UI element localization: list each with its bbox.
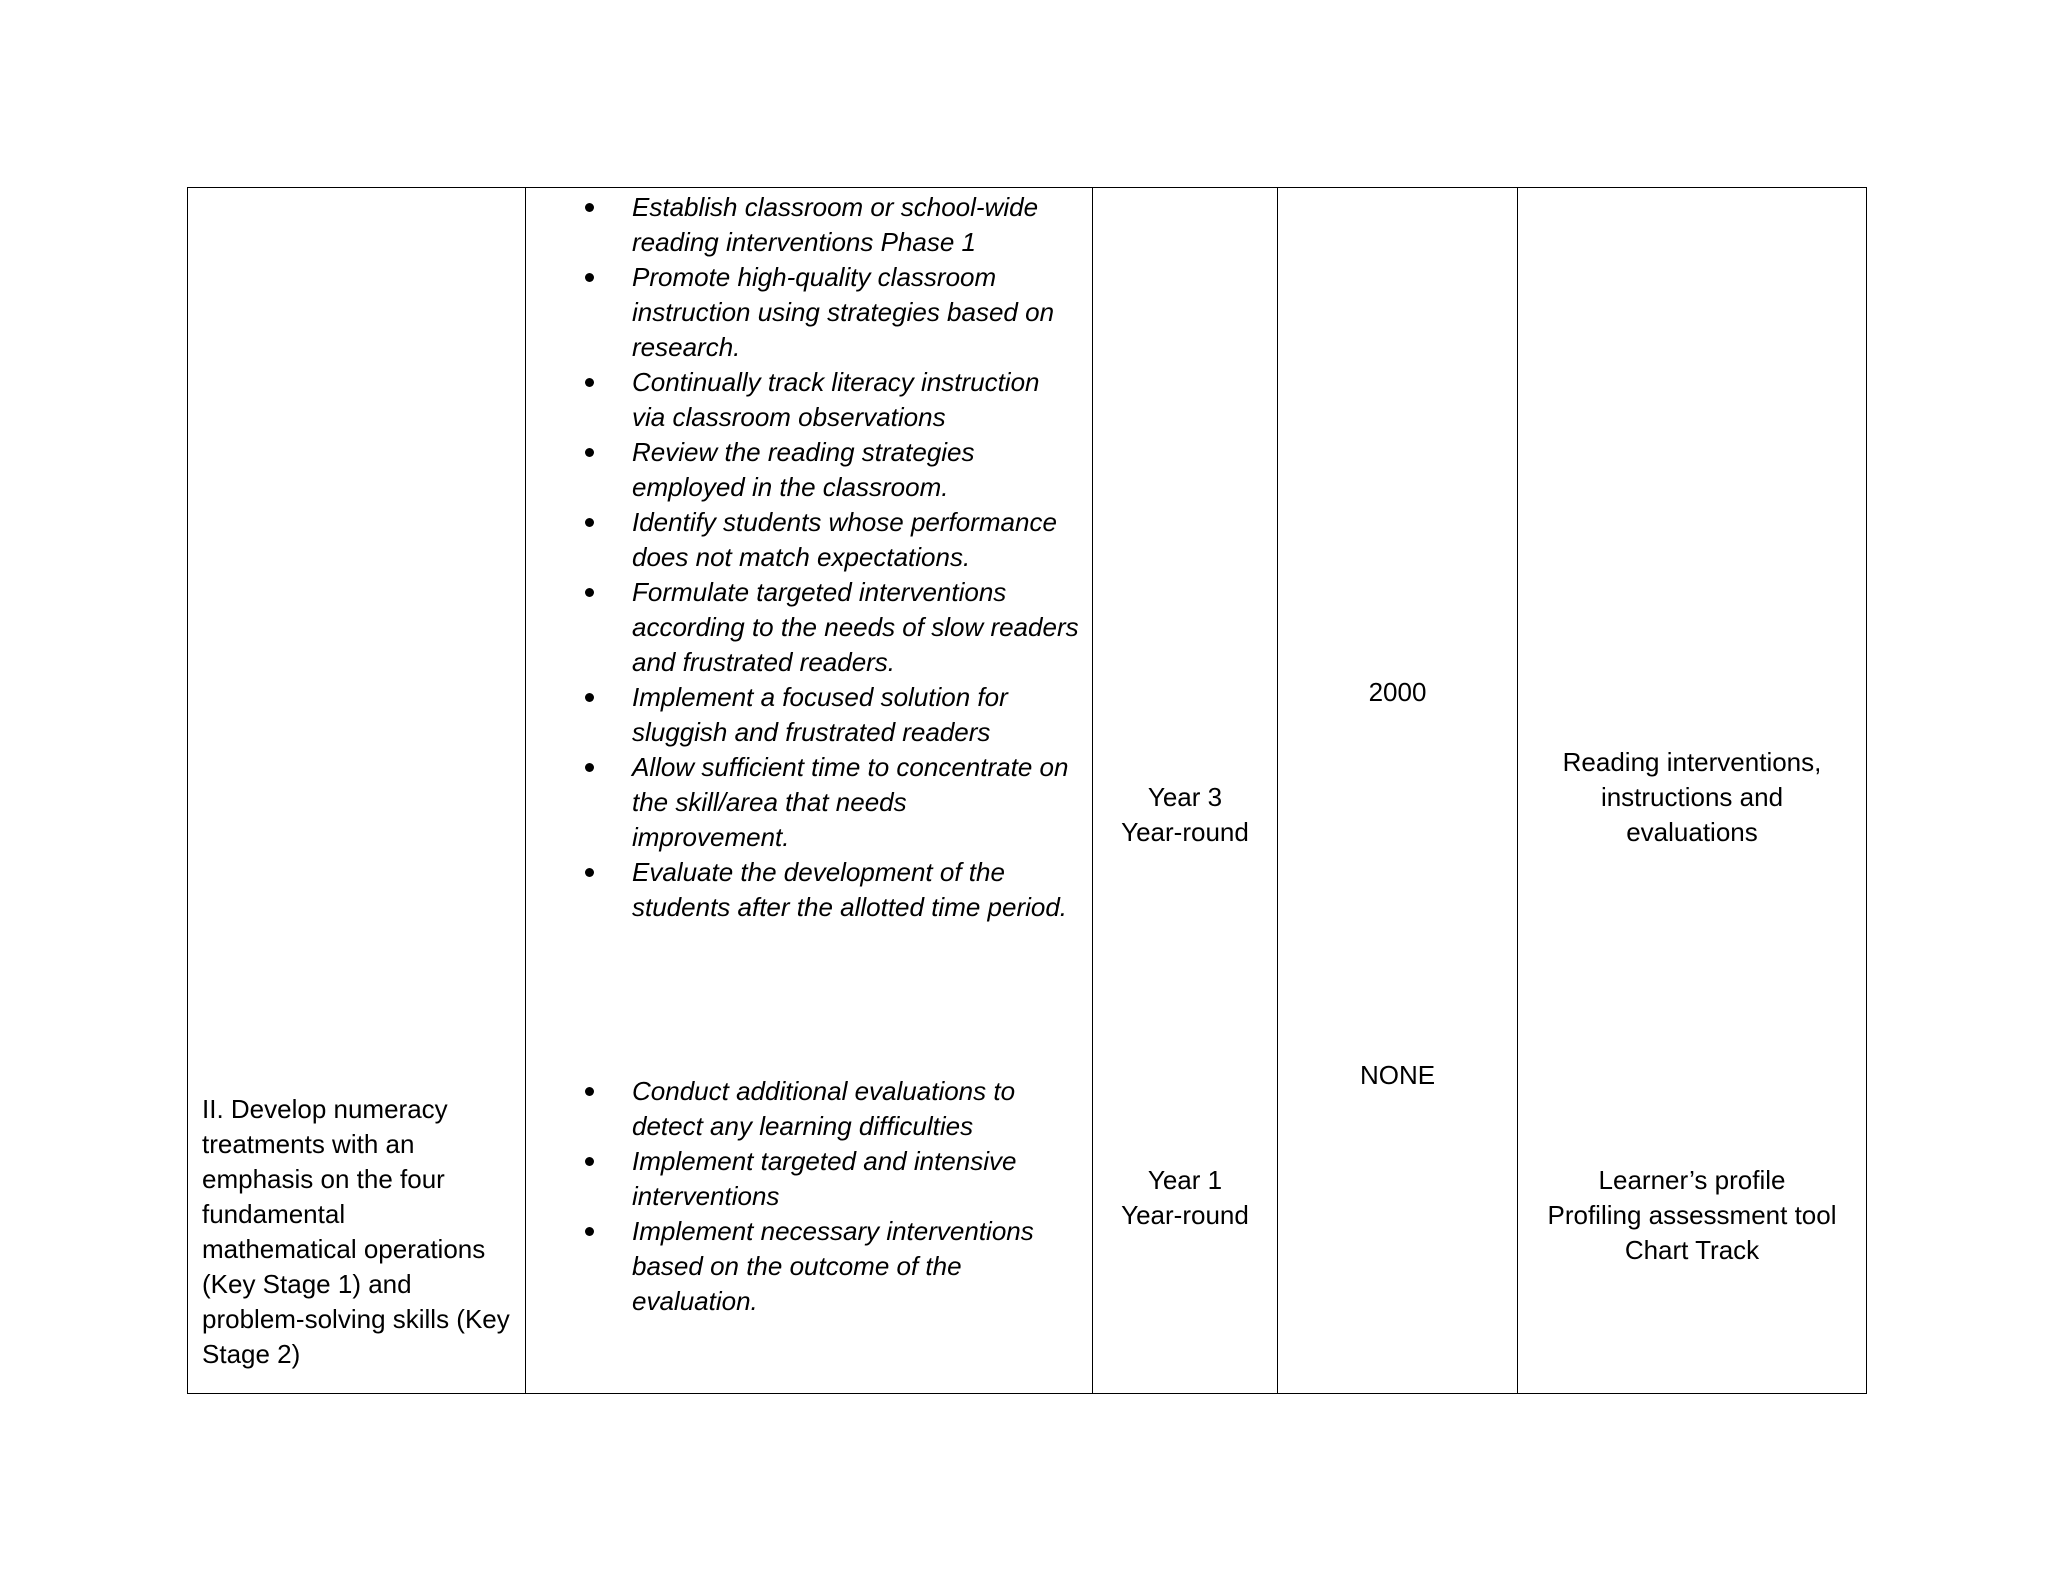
list-item: Implement a focused solution for sluggish and frustrated readers [585,680,1085,750]
list-item: Review the reading strategies employed in the classroom. [585,435,1085,505]
resource-line: instructions and [1600,782,1784,812]
resource-line: evaluations [1626,817,1758,847]
column-divider-1 [525,188,526,1393]
list-item: Formulate targeted interventions according to the needs of slow readers and frustrated readers. [585,575,1085,680]
objective-line: II. Develop numeracy [202,1094,448,1124]
objective-line: problem-solving skills (Key [202,1304,510,1334]
resource-line: Chart Track [1624,1235,1760,1265]
list-item: Establish classroom or school-wide reading interventions Phase 1 [585,190,1085,260]
resource-line: Learner’s profile [1598,1165,1786,1195]
list-item: Allow sufficient time to concentrate on the skill/area that needs improvement. [585,750,1085,855]
list-item: Continually track literacy instruction via classroom observations [585,365,1085,435]
timeframe-literacy [1093,780,1277,850]
list-item: Promote high-quality classroom instruction using strategies based on research. [585,260,1085,365]
objective-line: Stage 2) [202,1339,301,1369]
timeframe-year: Year 1 [1147,1165,1223,1195]
resource-line: Profiling assessment tool [1547,1200,1837,1230]
resources-numeracy [1518,1163,1866,1268]
column-divider-3 [1277,188,1278,1393]
objective-numeracy [202,1092,522,1372]
objective-line: fundamental [202,1199,346,1229]
plan-table [187,187,1867,1394]
objective-line: mathematical operations [202,1234,486,1264]
objective-line: (Key Stage 1) and [202,1269,412,1299]
resource-line: Reading interventions, [1562,747,1822,777]
activities-list-literacy [585,190,1085,925]
timeframe-period: Year-round [1121,1200,1249,1230]
list-item: Implement targeted and intensive interventions [585,1144,1085,1214]
budget-numeracy: NONE [1359,1060,1436,1090]
timeframe-year: Year 3 [1147,782,1223,812]
timeframe-numeracy [1093,1163,1277,1233]
list-item: Conduct additional evaluations to detect any learning difficulties [585,1074,1085,1144]
resources-literacy [1518,745,1866,850]
objective-line: treatments with an [202,1129,415,1159]
budget-literacy: 2000 [1368,677,1427,707]
objective-line: emphasis on the four [202,1164,445,1194]
timeframe-period: Year-round [1121,817,1249,847]
list-item: Evaluate the development of the students after the allotted time period. [585,855,1085,925]
list-item: Identify students whose performance does not match expectations. [585,505,1085,575]
list-item: Implement necessary interventions based on the outcome of the evaluation. [585,1214,1085,1319]
activities-list-numeracy [585,1074,1085,1319]
